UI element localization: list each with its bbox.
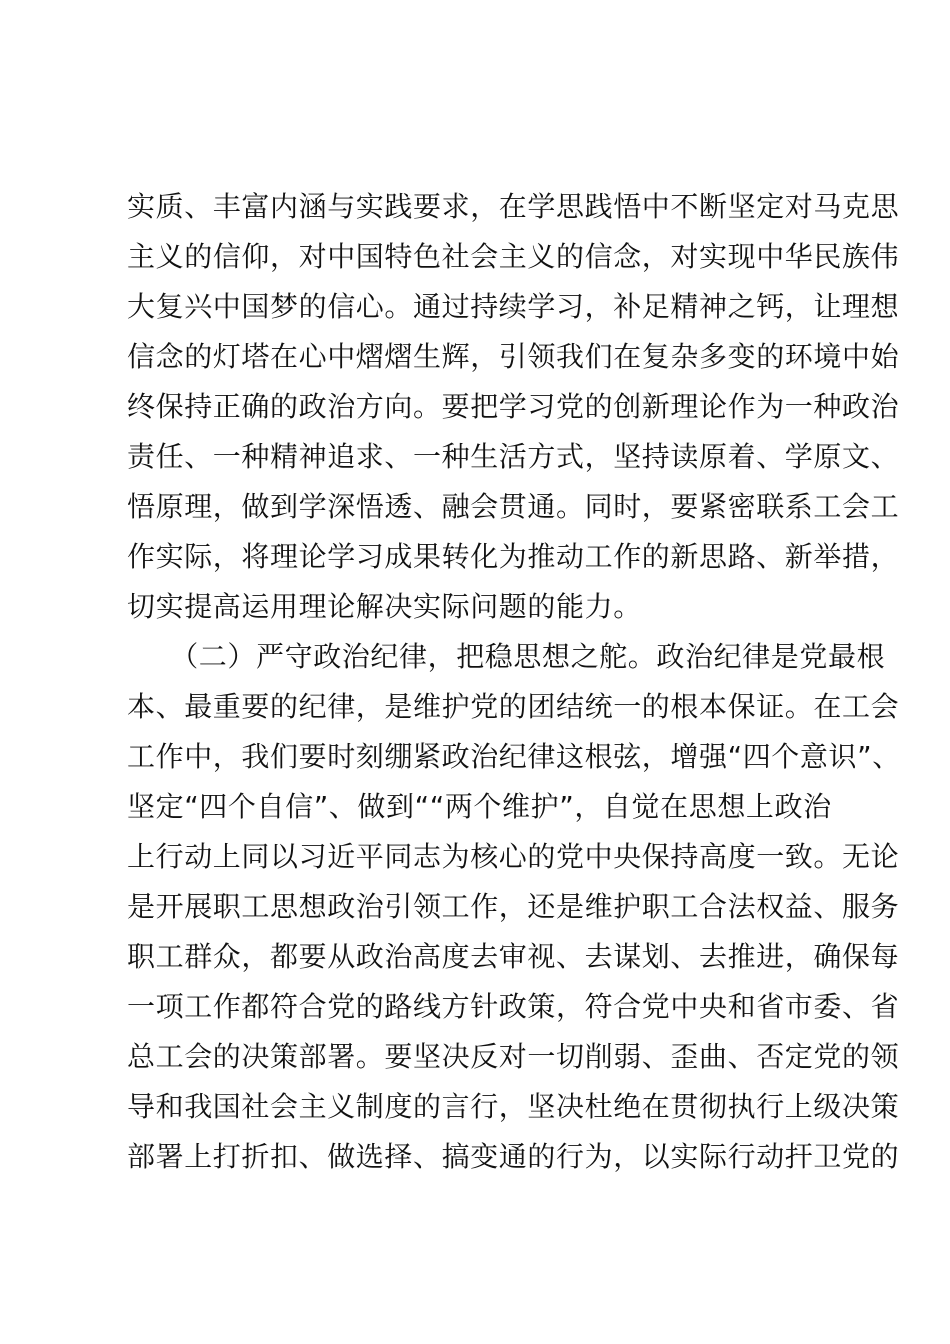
- text-line: 一项工作都符合党的路线方针政策，符合党中央和省市委、省: [127, 990, 900, 1023]
- text-line: 信念的灯塔在心中熠熠生辉，引领我们在复杂多变的环境中始: [127, 340, 900, 373]
- text-line: 主义的信仰，对中国特色社会主义的信念，对实现中华民族伟: [127, 240, 900, 273]
- text-line: 部署上打折扣、做选择、搞变通的行为，以实际行动扞卫党的: [127, 1140, 900, 1173]
- text-line: 责任、一种精神追求、一种生活方式，坚持读原着、学原文、: [127, 440, 900, 473]
- text-line: 悟原理，做到学深悟透、融会贯通。同时，要紧密联系工会工: [127, 490, 900, 523]
- text-line: 上行动上同以习近平同志为核心的党中央保持高度一致。无论: [127, 840, 900, 873]
- text-line: 大复兴中国梦的信心。通过持续学习，补足精神之钙，让理想: [127, 290, 900, 323]
- body-text: [127, 182, 901, 1182]
- text-line: 实质、丰富内涵与实践要求，在学思践悟中不断坚定对马克思: [127, 190, 900, 223]
- text-line: 总工会的决策部署。要坚决反对一切削弱、歪曲、否定党的领: [127, 1040, 900, 1073]
- text-line: 坚定“四个自信”、做到““两个维护”，自觉在思想上政治: [127, 790, 832, 823]
- text-line: 导和我国社会主义制度的言行，坚决杜绝在贯彻执行上级决策: [127, 1090, 900, 1123]
- text-line: 作实际，将理论学习成果转化为推动工作的新思路、新举措，: [127, 540, 900, 573]
- section-heading-line: （二）严守政治纪律，把稳思想之舵。政治纪律是党最根: [127, 640, 886, 673]
- text-line: 工作中，我们要时刻绷紧政治纪律这根弦，增强“四个意识”、: [127, 740, 901, 773]
- text-line: 终保持正确的政治方向。要把学习党的创新理论作为一种政治: [127, 390, 900, 423]
- text-line: 是开展职工思想政治引领工作，还是维护职工合法权益、服务: [127, 890, 900, 923]
- text-line: 本、最重要的纪律，是维护党的团结统一的根本保证。在工会: [127, 690, 900, 723]
- text-line: 职工群众，都要从政治高度去审视、去谋划、去推进，确保每: [127, 940, 900, 973]
- text-line: 切实提高运用理论解决实际问题的能力。: [127, 590, 642, 623]
